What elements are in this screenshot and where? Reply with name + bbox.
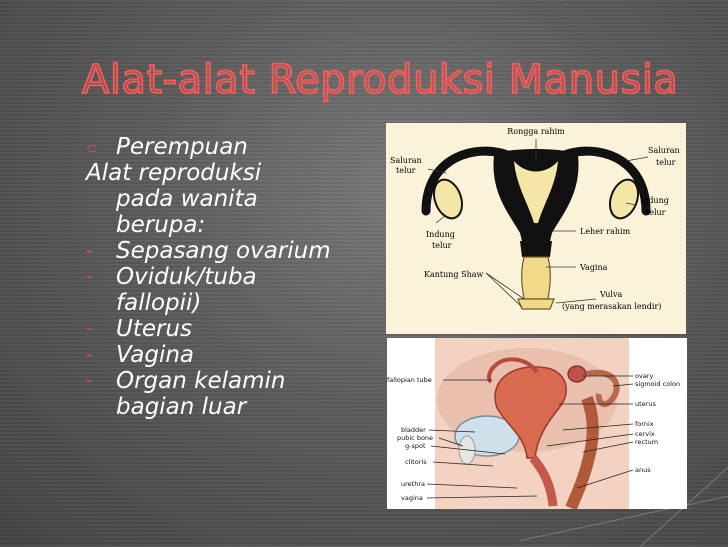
list-item — [86, 264, 386, 316]
label-saluran-telur-right: telur — [656, 158, 676, 167]
label-bladder: bladder — [401, 426, 426, 434]
label-saluran-telur-right: Saluran — [648, 146, 680, 155]
list-bullet: - — [86, 318, 93, 339]
label-leher-rahim: Leher rahim — [580, 227, 631, 236]
label-saluran-telur-left: telur — [396, 166, 416, 175]
ovary-shape — [568, 366, 586, 382]
label-indung-telur-right: telur — [646, 208, 666, 217]
label-sigmoid-colon: sigmoid colon — [635, 380, 681, 388]
label-rectum: rectum — [635, 438, 659, 446]
label-uterus: uterus — [635, 400, 656, 408]
label-cervix: cervix — [635, 430, 655, 438]
intro-line: Alat reproduksi — [86, 160, 262, 186]
label-kantung-shaw: Kantung Shaw — [424, 270, 484, 279]
label-vulva-note: (yang merasakan lendir) — [562, 302, 662, 311]
label-rongga-rahim: Rongga rahim — [507, 127, 565, 136]
label-vulva: Vulva — [600, 290, 623, 299]
label-vagina: vagina — [401, 494, 423, 502]
heading-line — [86, 134, 386, 160]
list-item-text: Sepasang ovarium — [116, 238, 331, 264]
label-ovary: ovary — [635, 372, 654, 380]
list-item — [86, 316, 386, 342]
label-indung-telur-left: Indung — [426, 230, 455, 239]
slide-title: Alat-alat Reproduksi Manusia — [82, 57, 679, 103]
intro-line: berupa: — [116, 212, 206, 238]
label-fornix: fornix — [635, 420, 654, 428]
list-item-text: Vagina — [116, 342, 195, 368]
list-bullet: - — [86, 240, 93, 261]
list-bullet: - — [86, 266, 93, 287]
list-item — [86, 342, 386, 368]
list-item-text: fallopii) — [116, 290, 202, 316]
label-saluran-telur-left: Saluran — [390, 156, 422, 165]
list-item — [86, 368, 386, 420]
vagina-canal — [522, 257, 551, 299]
label-indung-telur-left: telur — [432, 241, 452, 250]
intro-line: pada wanita — [116, 186, 258, 212]
label-fallopian-tube: fallopian tube — [387, 376, 432, 384]
sagittal-section-diagram — [387, 338, 687, 509]
list-item-text: bagian luar — [116, 394, 247, 420]
list-bullet: - — [86, 344, 93, 365]
label-vagina: Vagina — [580, 263, 608, 272]
list-bullet: - — [86, 370, 93, 391]
label-indung-telur-right: Indung — [640, 196, 669, 205]
cervix — [520, 241, 552, 257]
list-item-text: Oviduk/tuba — [116, 264, 257, 290]
heading-text: Perempuan — [116, 134, 248, 160]
list-item-text: Uterus — [116, 316, 193, 342]
label-clitoris: clitoris — [405, 458, 427, 466]
list-item — [86, 238, 386, 264]
decorative-line — [560, 0, 728, 1]
label-urethra: urethra — [401, 480, 425, 488]
heading-bullet: ⊂ — [86, 141, 98, 157]
decorative-line — [610, 0, 728, 1]
uterus-front-svg — [386, 123, 686, 334]
vulva — [518, 299, 554, 309]
content-text-block — [86, 134, 386, 420]
label-anus: anus — [635, 466, 651, 474]
list-item-text: Organ kelamin — [116, 368, 286, 394]
label-g-spot: g-spot — [405, 442, 426, 450]
uterus-front-diagram — [386, 123, 686, 334]
label-pubic-bone: pubic bone — [397, 434, 434, 442]
sagittal-section-svg — [387, 338, 687, 509]
